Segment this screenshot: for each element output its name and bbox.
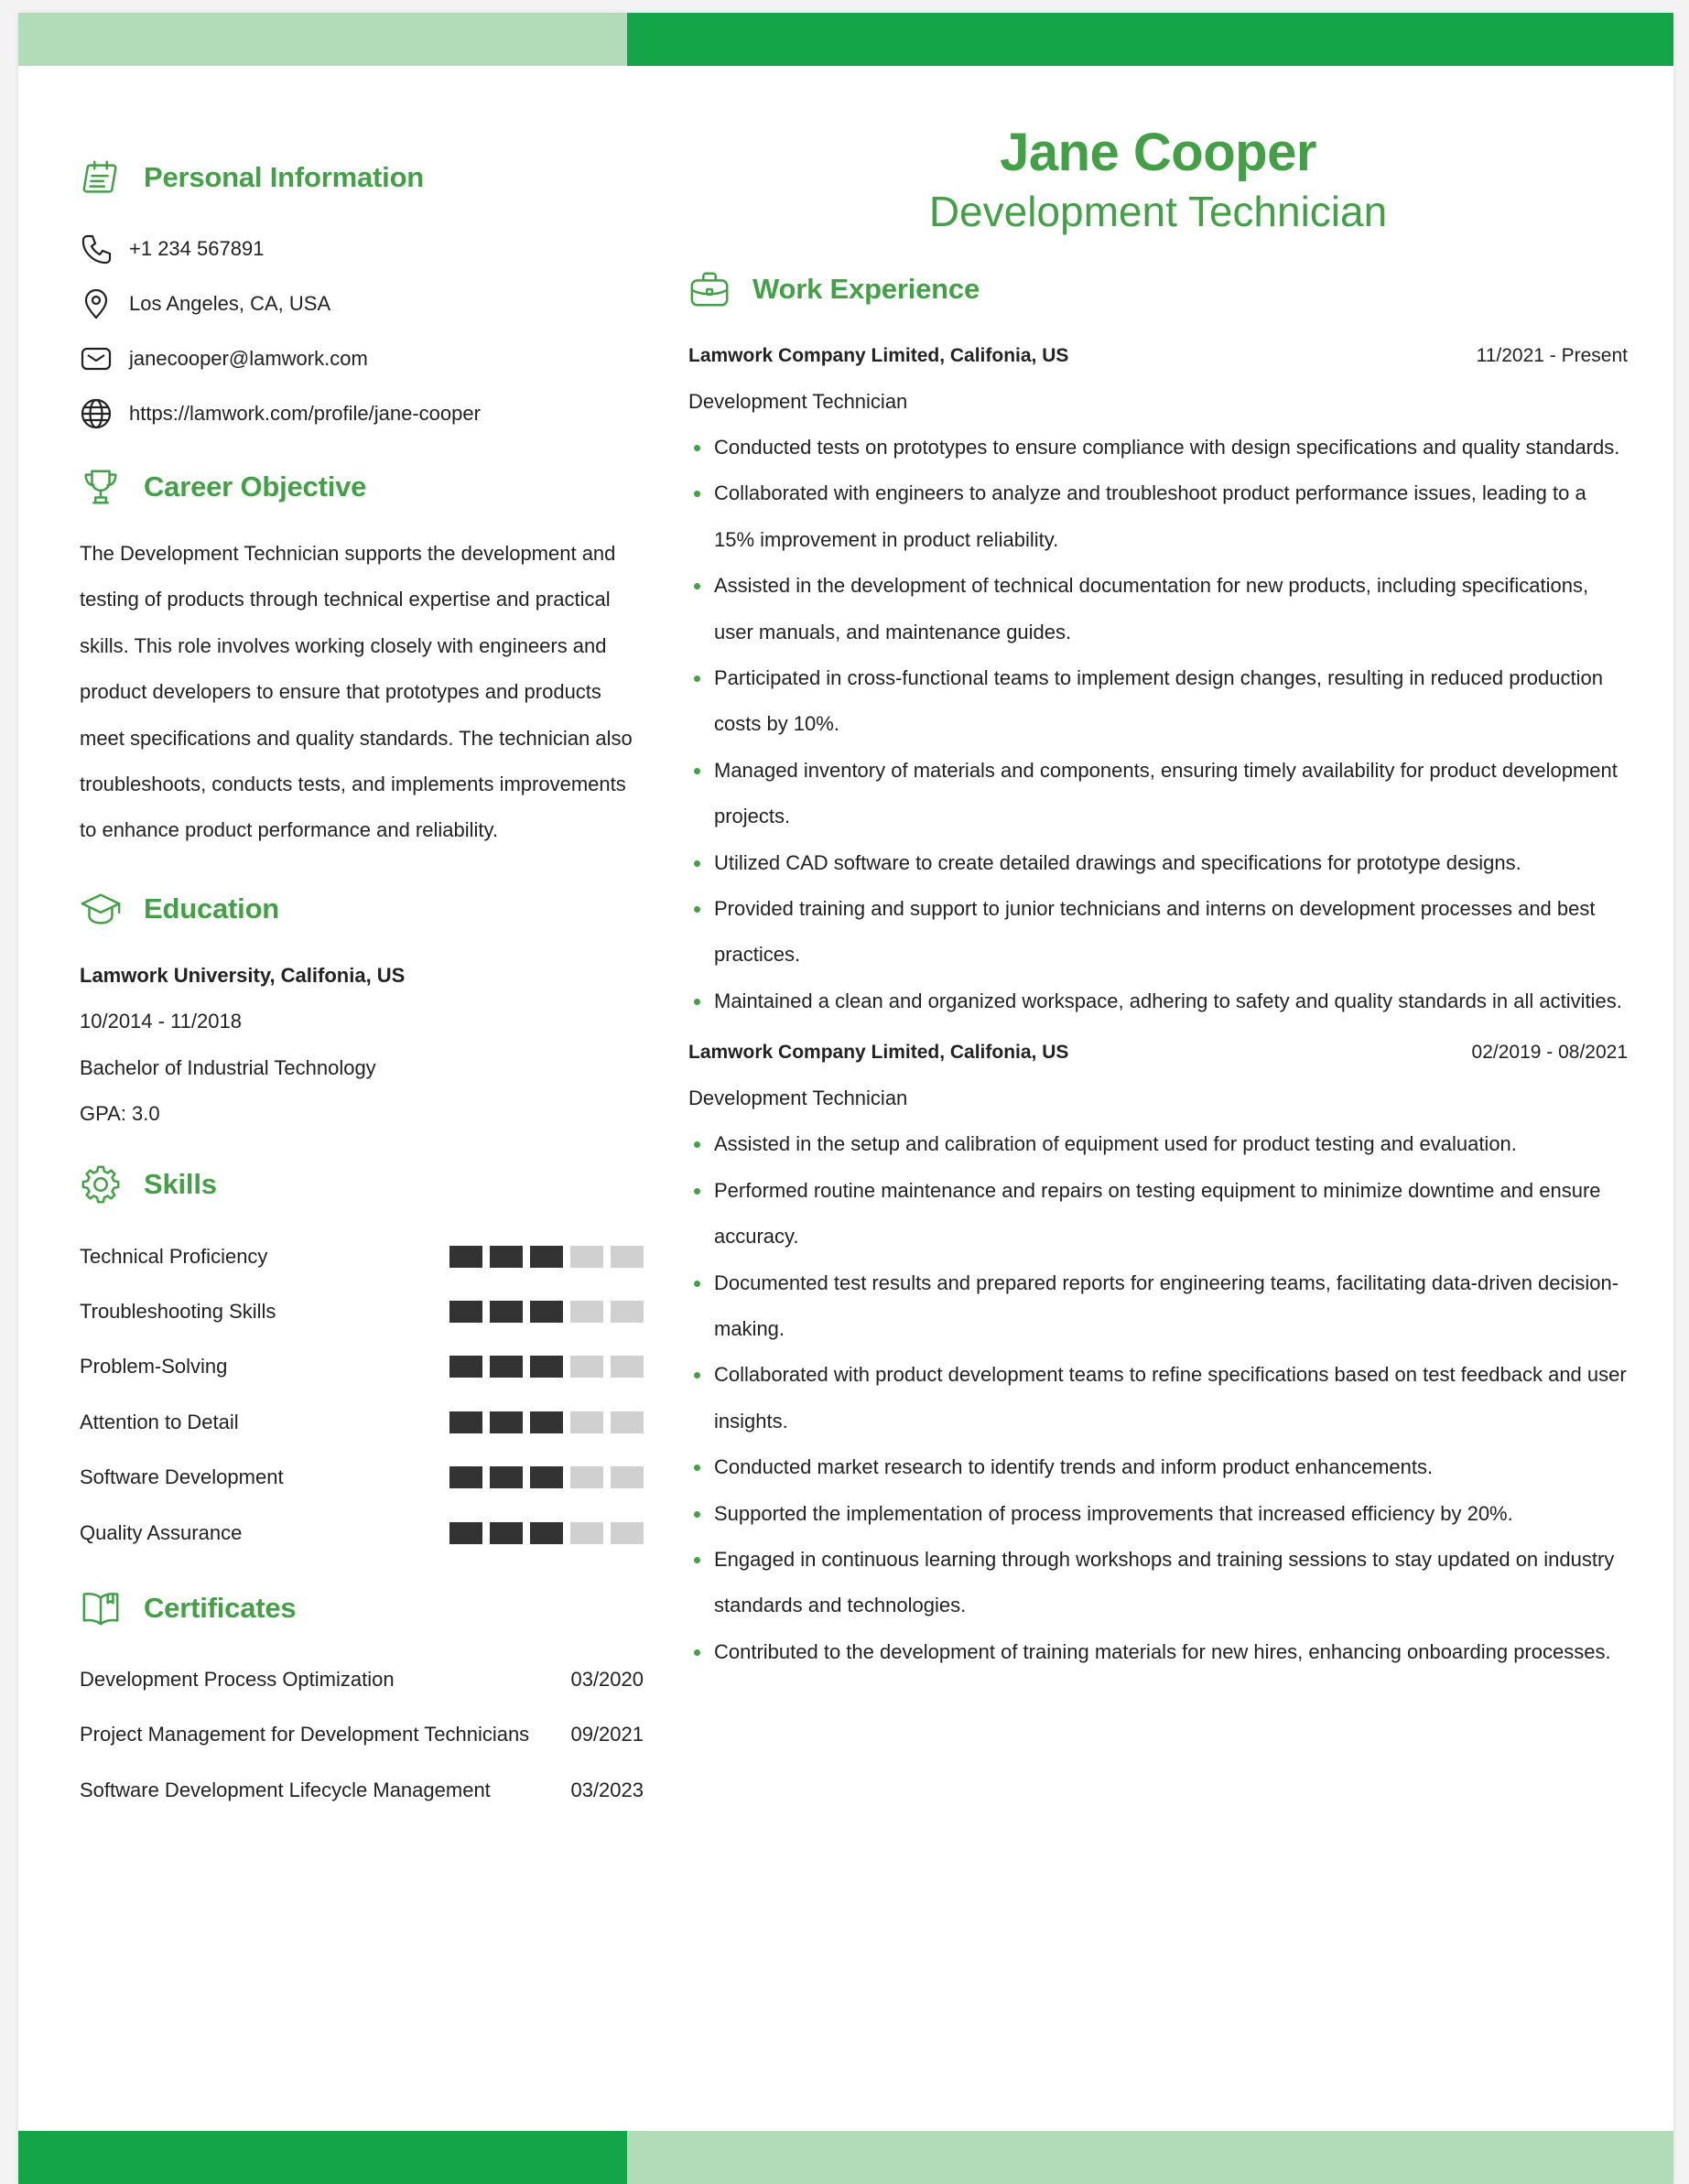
- bullet-dot-icon: [694, 1511, 700, 1518]
- section-title: Skills: [144, 1168, 217, 1201]
- skill-row: [80, 1284, 644, 1339]
- mail-icon: [80, 342, 113, 375]
- location-row: [80, 276, 644, 331]
- skill-level-empty-block: [611, 1466, 644, 1488]
- phone-icon: [80, 232, 113, 265]
- phone-text[interactable]: +1 234 567891: [129, 237, 265, 260]
- education-degree: Bachelor of Industrial Technology: [80, 1055, 376, 1079]
- briefcase-icon: [688, 268, 731, 310]
- skill-level-meter: [449, 1466, 644, 1488]
- bullet-dot-icon: [694, 1465, 700, 1471]
- personal-info-header: [80, 150, 644, 205]
- job-bullet-text: Performed routine maintenance and repairs on testing equipment to minimize downtime and ensure accuracy.: [714, 1178, 1601, 1249]
- job-bullet-text: Collaborated with product development teams to refine specifications based on test feedback and user insights.: [714, 1363, 1627, 1433]
- certificate-name: Development Process Optimization: [80, 1668, 395, 1691]
- job-bullet: [688, 978, 1628, 1024]
- skill-level-empty-block: [570, 1301, 603, 1323]
- id-card-icon: [80, 157, 122, 199]
- jobs-list: [688, 333, 1628, 1675]
- job-entry: [688, 1030, 1628, 1675]
- skill-level-filled-block: [530, 1301, 563, 1323]
- graduation-cap-icon: [80, 888, 122, 930]
- skill-level-empty-block: [611, 1301, 644, 1323]
- certificates-header: [80, 1581, 644, 1636]
- job-bullet: [688, 425, 1628, 470]
- bullet-dot-icon: [694, 1281, 700, 1287]
- job-dates: 02/2019 - 08/2021: [1471, 1042, 1628, 1064]
- skill-level-empty-block: [611, 1246, 644, 1268]
- job-bullet: [688, 1260, 1628, 1353]
- skill-level-meter: [449, 1522, 644, 1544]
- certificate-name: Project Management for Development Technicians: [80, 1723, 530, 1746]
- job-bullet-text: Conducted tests on prototypes to ensure compliance with design specifications and quality standards.: [714, 436, 1620, 459]
- job-header: [688, 1030, 1628, 1076]
- left-column: [80, 150, 644, 1818]
- bullet-dot-icon: [694, 768, 700, 774]
- book-icon: [80, 1587, 122, 1629]
- education-header: [80, 881, 644, 936]
- job-bullet: [688, 748, 1628, 840]
- work-experience-header: [688, 262, 1628, 317]
- job-bullet: [688, 1491, 1628, 1537]
- certificate-name: Software Development Lifecycle Management: [80, 1778, 491, 1801]
- job-bullet-text: Conducted market research to identify trends and inform product enhancements.: [714, 1455, 1434, 1479]
- skill-level-empty-block: [570, 1466, 603, 1488]
- skill-level-filled-block: [530, 1246, 563, 1268]
- skill-level-empty-block: [570, 1522, 603, 1544]
- job-bullet-text: Participated in cross-functional teams to implement design changes, resulting in reduced production costs by 10%.: [714, 666, 1603, 736]
- skill-row: [80, 1395, 644, 1450]
- skill-level-filled-block: [449, 1522, 482, 1544]
- top-color-bar: [18, 13, 1673, 66]
- job-bullet-text: Assisted in the development of technical documentation for new products, including specifications, user manuals, and maintenance guides.: [714, 574, 1589, 643]
- job-company: Lamwork Company Limited, Califonia, US: [688, 1042, 1069, 1064]
- bullet-dot-icon: [694, 445, 700, 451]
- job-bullet-text: Managed inventory of materials and components, ensuring timely availability for product development projects.: [714, 758, 1618, 828]
- bottom-bar-dark-segment: [18, 2131, 627, 2184]
- skill-level-filled-block: [490, 1301, 523, 1323]
- bullet-dot-icon: [694, 860, 700, 867]
- globe-icon: [80, 397, 113, 430]
- skill-level-filled-block: [530, 1466, 563, 1488]
- job-bullet-text: Provided training and support to junior technicians and interns on development processes and best practices.: [714, 897, 1596, 967]
- skill-level-empty-block: [570, 1246, 603, 1268]
- skill-level-empty-block: [611, 1522, 644, 1544]
- bullet-dot-icon: [694, 1649, 700, 1656]
- skill-level-filled-block: [490, 1466, 523, 1488]
- skill-level-empty-block: [570, 1411, 603, 1433]
- skill-level-empty-block: [570, 1356, 603, 1378]
- job-dates: 11/2021 - Present: [1476, 345, 1628, 366]
- career-objective-text: The Development Technician supports the development and testing of products through technical expertise and practical skills. This role involves working closely with engineers and product developers to ensure that prototypes and products meet specifications and quality standards. The technician also troubleshoots, conducts tests, and implements improvements to enhance product performance and reliability.: [80, 542, 633, 842]
- bullet-dot-icon: [694, 676, 700, 682]
- job-bullet: [688, 470, 1628, 563]
- section-title: Personal Information: [144, 161, 425, 193]
- section-title: Career Objective: [144, 470, 367, 503]
- skill-level-filled-block: [490, 1411, 523, 1433]
- bullet-dot-icon: [694, 1372, 700, 1379]
- job-bullet-text: Utilized CAD software to create detailed drawings and specifications for prototype designs.: [714, 850, 1521, 874]
- career-objective-header: [80, 460, 644, 514]
- job-bullet: [688, 1537, 1628, 1629]
- location-pin-icon: [80, 287, 113, 320]
- job-position: Development Technician: [688, 1087, 908, 1110]
- job-bullet-list: [688, 425, 1628, 1024]
- skill-level-filled-block: [490, 1522, 523, 1544]
- certificate-row: [80, 1707, 644, 1762]
- education-school: Lamwork University, Califonia, US: [80, 963, 406, 987]
- bullet-dot-icon: [694, 583, 700, 589]
- job-bullet: [688, 655, 1628, 748]
- bottom-bar-light-segment: [627, 2131, 1673, 2184]
- job-position: Development Technician: [688, 390, 908, 413]
- skill-name: Technical Proficiency: [80, 1244, 268, 1268]
- skill-name: Attention to Detail: [80, 1410, 239, 1433]
- bullet-dot-icon: [694, 906, 700, 913]
- skill-level-filled-block: [449, 1301, 482, 1323]
- website-row: [80, 386, 644, 441]
- candidate-name: Jane Cooper: [1000, 123, 1316, 182]
- job-entry: [688, 333, 1628, 1024]
- job-bullet-text: Assisted in the setup and calibration of equipment used for product testing and evaluation.: [714, 1132, 1517, 1156]
- job-bullet-text: Collaborated with engineers to analyze and troubleshoot product performance issues, leading to a 15% improvement in product reliability.: [714, 481, 1586, 551]
- job-bullet-list: [688, 1121, 1628, 1675]
- candidate-role: Development Technician: [928, 188, 1388, 235]
- skill-name: Troubleshooting Skills: [80, 1300, 276, 1324]
- job-bullet-text: Contributed to the development of training materials for new hires, enhancing onboarding processes.: [714, 1639, 1611, 1663]
- skill-row: [80, 1339, 644, 1394]
- job-bullet: [688, 1168, 1628, 1260]
- skill-level-filled-block: [490, 1246, 523, 1268]
- section-title: Work Experience: [752, 273, 980, 305]
- skills-header: [80, 1157, 644, 1212]
- skill-level-empty-block: [611, 1356, 644, 1378]
- skill-level-meter: [449, 1356, 644, 1378]
- skill-level-empty-block: [611, 1411, 644, 1433]
- skill-level-filled-block: [449, 1356, 482, 1378]
- job-bullet: [688, 840, 1628, 886]
- education-dates: 10/2014 - 11/2018: [80, 1010, 242, 1033]
- email-row: [80, 331, 644, 386]
- skill-level-filled-block: [530, 1411, 563, 1433]
- certificate-date: 09/2021: [570, 1723, 644, 1746]
- resume-page: [18, 13, 1673, 2184]
- location-text: Los Angeles, CA, USA: [129, 292, 331, 315]
- job-bullet-text: Maintained a clean and organized workspace, adhering to safety and quality standards in all activities.: [714, 989, 1622, 1012]
- skill-name: Software Development: [80, 1465, 284, 1489]
- job-bullet: [688, 1121, 1628, 1167]
- skill-level-filled-block: [449, 1411, 482, 1433]
- certificate-date: 03/2023: [570, 1778, 644, 1801]
- skill-level-meter: [449, 1411, 644, 1433]
- job-bullet-text: Engaged in continuous learning through workshops and training sessions to stay updated on industry standards and technologies.: [714, 1547, 1615, 1617]
- job-bullet: [688, 1629, 1628, 1675]
- skill-level-filled-block: [449, 1466, 482, 1488]
- job-bullet: [688, 1352, 1628, 1444]
- top-bar-dark-segment: [627, 13, 1673, 66]
- certificate-row: [80, 1652, 644, 1707]
- skills-list: [80, 1228, 644, 1560]
- skill-level-meter: [449, 1301, 644, 1323]
- bullet-dot-icon: [694, 491, 700, 497]
- skill-level-filled-block: [530, 1356, 563, 1378]
- skill-name: Quality Assurance: [80, 1520, 243, 1544]
- job-bullet-text: Documented test results and prepared reports for engineering teams, facilitating data-driven decision-making.: [714, 1270, 1619, 1340]
- section-title: Education: [144, 892, 280, 924]
- skill-row: [80, 1450, 644, 1505]
- bottom-color-bar: [18, 2131, 1673, 2184]
- gear-icon: [80, 1163, 122, 1206]
- job-header: [688, 333, 1628, 379]
- bullet-dot-icon: [694, 1141, 700, 1148]
- job-bullet: [688, 1444, 1628, 1490]
- job-company: Lamwork Company Limited, Califonia, US: [688, 345, 1069, 366]
- certificate-row: [80, 1763, 644, 1818]
- job-bullet: [688, 886, 1628, 978]
- skill-level-filled-block: [530, 1522, 563, 1544]
- website-link[interactable]: https://lamwork.com/profile/jane-cooper: [129, 402, 481, 425]
- skill-level-filled-block: [449, 1246, 482, 1268]
- skill-row: [80, 1228, 644, 1283]
- certificates-list: [80, 1652, 644, 1818]
- email-text[interactable]: janecooper@lamwork.com: [129, 347, 368, 370]
- trophy-icon: [80, 466, 122, 508]
- skill-level-meter: [449, 1246, 644, 1268]
- job-bullet-text: Supported the implementation of process improvements that increased efficiency by 20%.: [714, 1501, 1513, 1525]
- skill-name: Problem-Solving: [80, 1355, 228, 1379]
- right-column: [688, 123, 1628, 1675]
- bullet-dot-icon: [694, 1557, 700, 1563]
- skill-row: [80, 1505, 644, 1560]
- certificate-date: 03/2020: [570, 1668, 644, 1691]
- job-bullet: [688, 563, 1628, 655]
- bullet-dot-icon: [694, 1188, 700, 1195]
- education-gpa: GPA: 3.0: [80, 1102, 160, 1126]
- phone-row: [80, 222, 644, 276]
- section-title: Certificates: [144, 1591, 297, 1624]
- bullet-dot-icon: [694, 999, 700, 1005]
- skill-level-filled-block: [490, 1356, 523, 1378]
- top-bar-light-segment: [18, 13, 627, 66]
